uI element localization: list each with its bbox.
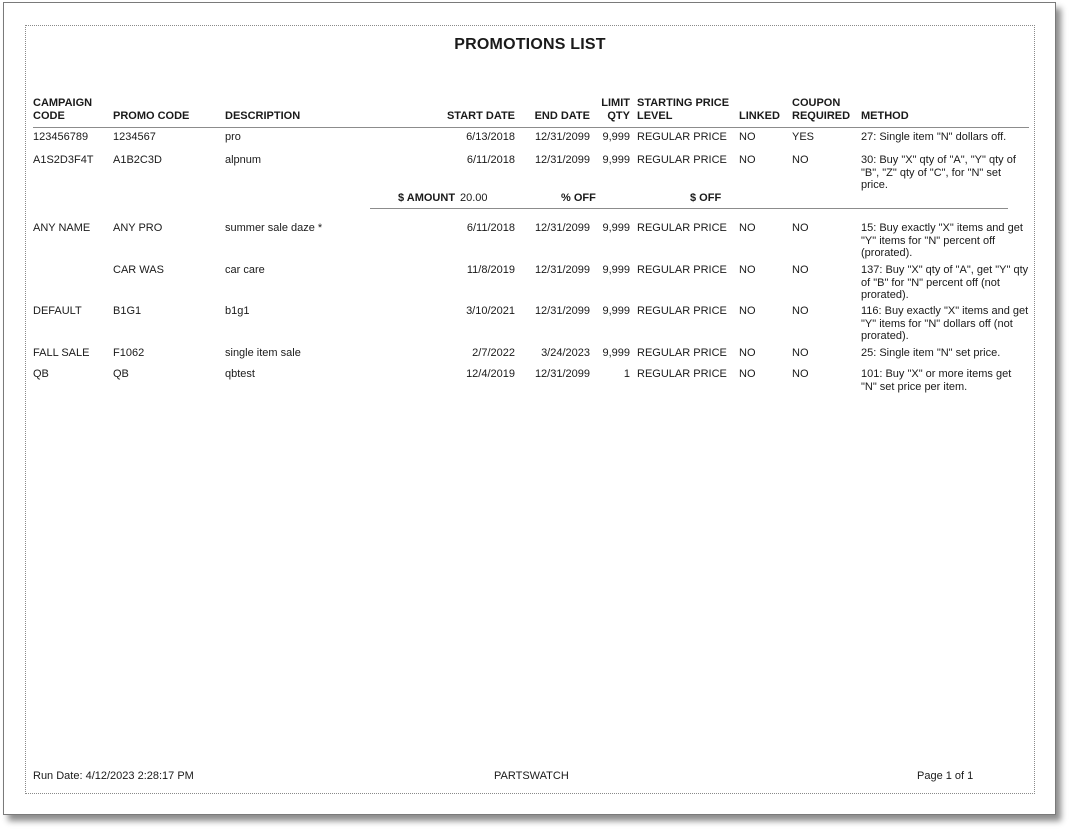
- cell-description: single item sale: [225, 347, 301, 359]
- cell-limit-qty: 9,999: [602, 131, 630, 143]
- cell-price-level: REGULAR PRICE: [637, 305, 727, 317]
- cell-campaign: A1S2D3F4T: [33, 154, 94, 166]
- cell-description: summer sale daze *: [225, 222, 323, 234]
- cell-price-level: REGULAR PRICE: [637, 131, 727, 143]
- cell-start-date: 6/11/2018: [466, 154, 515, 166]
- col-start-date: START DATE: [446, 110, 515, 122]
- subrow-pct-off-label: % OFF: [561, 192, 596, 204]
- cell-promo: B1G1: [113, 305, 142, 317]
- cell-promo: CAR WAS: [113, 264, 164, 276]
- cell-limit-qty: 9,999: [602, 305, 630, 317]
- cell-price-level: REGULAR PRICE: [637, 368, 727, 380]
- cell-method-line: "Y" items for "N" percent off: [861, 234, 996, 247]
- cell-method: [861, 368, 1031, 393]
- cell-price-level: REGULAR PRICE: [637, 154, 727, 166]
- col-limit-qty-line1: LIMIT: [601, 97, 630, 109]
- cell-method-line: 27: Single item "N" dollars off.: [861, 131, 1007, 143]
- cell-end-date: 12/31/2099: [534, 368, 590, 380]
- cell-end-date: 12/31/2099: [534, 154, 590, 166]
- report-title: PROMOTIONS LIST: [454, 36, 606, 53]
- cell-campaign: 123456789: [33, 131, 89, 143]
- cell-limit-qty: 1: [623, 368, 630, 380]
- cell-campaign: FALL SALE: [33, 347, 90, 359]
- cell-coupon: NO: [792, 368, 809, 380]
- cell-description: pro: [225, 131, 241, 143]
- report-frame: [25, 25, 1035, 794]
- cell-method-line: prorated).: [861, 330, 909, 342]
- cell-linked: NO: [739, 222, 756, 234]
- cell-coupon: NO: [792, 222, 809, 234]
- cell-description: qbtest: [225, 368, 255, 380]
- col-starting-price-line1: STARTING PRICE: [637, 97, 730, 109]
- cell-description: alpnum: [225, 154, 262, 166]
- cell-limit-qty: 9,999: [602, 264, 630, 276]
- cell-end-date: 3/24/2023: [541, 347, 590, 359]
- cell-method: [861, 305, 1031, 343]
- cell-method-line: (prorated).: [861, 247, 913, 259]
- cell-limit-qty: 9,999: [602, 347, 630, 359]
- cell-coupon: NO: [792, 305, 809, 317]
- header-rule: [33, 127, 1029, 128]
- cell-method: [861, 347, 1031, 360]
- cell-start-date: 12/4/2019: [466, 368, 515, 380]
- cell-limit-qty: 9,999: [602, 222, 630, 234]
- cell-method-line: "Y" items for "N" dollars off (not: [861, 317, 1013, 330]
- cell-end-date: 12/31/2099: [534, 305, 590, 317]
- col-limit-qty: [590, 97, 630, 122]
- cell-campaign: ANY NAME: [33, 222, 91, 234]
- cell-campaign: QB: [33, 368, 49, 380]
- col-starting-price-level: [637, 97, 729, 122]
- cell-method-line: "B", "Z" qty of "C", for "N" set: [861, 166, 1002, 179]
- cell-linked: NO: [739, 368, 756, 380]
- cell-coupon: YES: [792, 131, 815, 143]
- col-end-date: END DATE: [534, 110, 590, 122]
- cell-price-level: REGULAR PRICE: [637, 347, 727, 359]
- cell-price-level: REGULAR PRICE: [637, 222, 727, 234]
- cell-method: [861, 222, 1031, 260]
- cell-method-line: 101: Buy "X" or more items get: [861, 368, 1012, 380]
- cell-start-date: 3/10/2021: [466, 305, 515, 317]
- footer-company: PARTSWATCH: [494, 770, 569, 782]
- col-limit-qty-line2: QTY: [607, 109, 630, 122]
- cell-linked: NO: [739, 154, 756, 166]
- col-coupon-required: [792, 97, 850, 122]
- cell-method-line: 15: Buy exactly "X" items and get: [861, 222, 1023, 234]
- cell-linked: NO: [739, 305, 756, 317]
- cell-method: [861, 264, 1031, 302]
- cell-end-date: 12/31/2099: [534, 131, 590, 143]
- cell-method: [861, 131, 1031, 144]
- cell-linked: NO: [739, 347, 756, 359]
- cell-description: b1g1: [225, 305, 250, 317]
- col-linked: LINKED: [739, 110, 780, 122]
- cell-start-date: 6/13/2018: [466, 131, 515, 143]
- cell-coupon: NO: [792, 154, 809, 166]
- col-campaign-code-line2: CODE: [33, 109, 65, 122]
- cell-method-line: 25: Single item "N" set price.: [861, 347, 1001, 359]
- cell-limit-qty: 9,999: [602, 154, 630, 166]
- cell-method-line: 30: Buy "X" qty of "A", "Y" qty of: [861, 154, 1016, 166]
- cell-end-date: 12/31/2099: [534, 264, 590, 276]
- subrow-rule: [370, 208, 1008, 209]
- cell-start-date: 11/8/2019: [466, 264, 515, 276]
- report-page: [3, 2, 1056, 815]
- cell-campaign: DEFAULT: [33, 305, 82, 317]
- cell-price-level: REGULAR PRICE: [637, 264, 727, 276]
- cell-method-line: of "B" for "N" percent off (not: [861, 276, 1000, 289]
- col-starting-price-line2: LEVEL: [637, 109, 673, 122]
- cell-method-line: 137: Buy "X" qty of "A", get "Y" qty: [861, 264, 1029, 276]
- col-campaign-code-line1: CAMPAIGN: [33, 97, 93, 109]
- cell-promo: F1062: [113, 347, 145, 359]
- footer-run-date: Run Date: 4/12/2023 2:28:17 PM: [33, 770, 194, 782]
- cell-start-date: 2/7/2022: [472, 347, 515, 359]
- cell-promo: QB: [113, 368, 129, 380]
- cell-promo: ANY PRO: [113, 222, 163, 234]
- cell-end-date: 12/31/2099: [534, 222, 590, 234]
- cell-promo: 1234567: [113, 131, 156, 143]
- cell-method-line: price.: [861, 179, 888, 191]
- cell-method-line: 116: Buy exactly "X" items and get: [861, 305, 1029, 317]
- cell-linked: NO: [739, 131, 756, 143]
- col-coupon-line1: COUPON: [792, 97, 841, 109]
- cell-coupon: NO: [792, 347, 809, 359]
- footer-page-number: Page 1 of 1: [917, 770, 974, 782]
- subrow-amount-value: 20.00: [460, 192, 488, 204]
- col-campaign-code: [33, 97, 92, 122]
- cell-method: [861, 154, 1031, 192]
- subrow-dollar-off-label: $ OFF: [690, 192, 722, 204]
- subrow-amount-label: $ AMOUNT: [398, 192, 456, 204]
- col-method: METHOD: [861, 110, 909, 122]
- cell-method-line: "N" set price per item.: [861, 380, 968, 393]
- cell-coupon: NO: [792, 264, 809, 276]
- col-promo-code: PROMO CODE: [113, 110, 190, 122]
- col-description: DESCRIPTION: [225, 110, 301, 122]
- col-coupon-line2: REQUIRED: [792, 109, 851, 122]
- cell-linked: NO: [739, 264, 756, 276]
- cell-method-line: prorated).: [861, 289, 909, 301]
- cell-start-date: 6/11/2018: [466, 222, 515, 234]
- cell-description: car care: [225, 264, 265, 276]
- cell-promo: A1B2C3D: [113, 154, 162, 166]
